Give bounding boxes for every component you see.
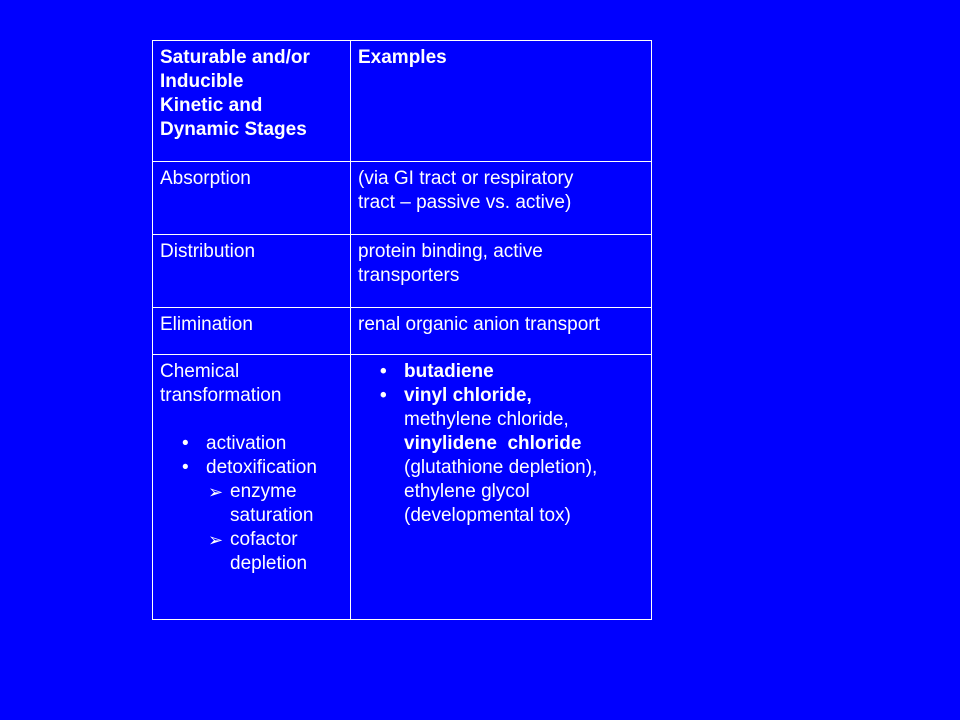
example-cell xyxy=(351,355,652,620)
header-examples-label: Examples xyxy=(358,47,447,68)
bullet-icon: • xyxy=(380,361,387,382)
stage-label: transformation xyxy=(160,385,282,406)
sub-bullet-text: cofactor xyxy=(230,529,298,550)
kinetic-stages-table xyxy=(152,40,652,620)
list-item xyxy=(160,480,343,528)
example-text: butadiene xyxy=(404,361,494,382)
sub-bullet-text: saturation xyxy=(230,505,314,526)
example-line: protein binding, active xyxy=(358,241,543,262)
header-line: Saturable and/or xyxy=(160,47,310,68)
example-line: vinylidene chloride xyxy=(404,433,582,454)
stage-cell xyxy=(153,162,351,235)
arrow-bullet-icon: ➢ xyxy=(208,530,224,550)
detox-sub-bullets xyxy=(160,480,343,576)
bullet-icon: • xyxy=(380,385,387,406)
stage-label: Absorption xyxy=(160,168,251,189)
example-bullets xyxy=(358,360,644,408)
example-line: renal organic anion transport xyxy=(358,314,600,335)
arrow-bullet-icon: ➢ xyxy=(208,482,224,502)
header-stages-cell xyxy=(153,41,351,162)
bullet-text: detoxification xyxy=(206,457,317,478)
list-item xyxy=(358,384,644,408)
transformation-bullets xyxy=(160,432,343,480)
table-header-row xyxy=(153,41,652,162)
header-line: Dynamic Stages xyxy=(160,119,307,140)
bullet-icon: • xyxy=(182,457,189,478)
example-line: ethylene glycol xyxy=(404,481,530,502)
example-line: tract – passive vs. active) xyxy=(358,192,572,213)
list-item xyxy=(160,456,343,480)
bullet-text: activation xyxy=(206,433,287,454)
example-cell xyxy=(351,235,652,308)
table-row xyxy=(153,308,652,355)
example-cell xyxy=(351,308,652,355)
example-text: vinyl chloride, xyxy=(404,385,532,406)
header-line: Inducible xyxy=(160,71,244,92)
header-examples-cell xyxy=(351,41,652,162)
table-row xyxy=(153,355,652,620)
list-item xyxy=(160,432,343,456)
stage-label: Distribution xyxy=(160,241,256,262)
example-line: (developmental tox) xyxy=(404,505,571,526)
header-line: Kinetic and xyxy=(160,95,263,116)
sub-bullet-text: enzyme xyxy=(230,481,297,502)
list-item xyxy=(160,528,343,576)
table-row xyxy=(153,162,652,235)
stage-cell xyxy=(153,235,351,308)
table-row xyxy=(153,235,652,308)
bullet-icon: • xyxy=(182,433,189,454)
stage-label: Chemical xyxy=(160,361,240,382)
example-cell xyxy=(351,162,652,235)
sub-bullet-text: depletion xyxy=(230,553,308,574)
example-line: (glutathione depletion), xyxy=(404,457,598,478)
stage-cell xyxy=(153,355,351,620)
list-item xyxy=(358,360,644,384)
example-line: transporters xyxy=(358,265,460,286)
example-line: (via GI tract or respiratory xyxy=(358,168,574,189)
example-line: methylene chloride, xyxy=(404,409,569,430)
stage-cell xyxy=(153,308,351,355)
stage-label: Elimination xyxy=(160,314,253,335)
